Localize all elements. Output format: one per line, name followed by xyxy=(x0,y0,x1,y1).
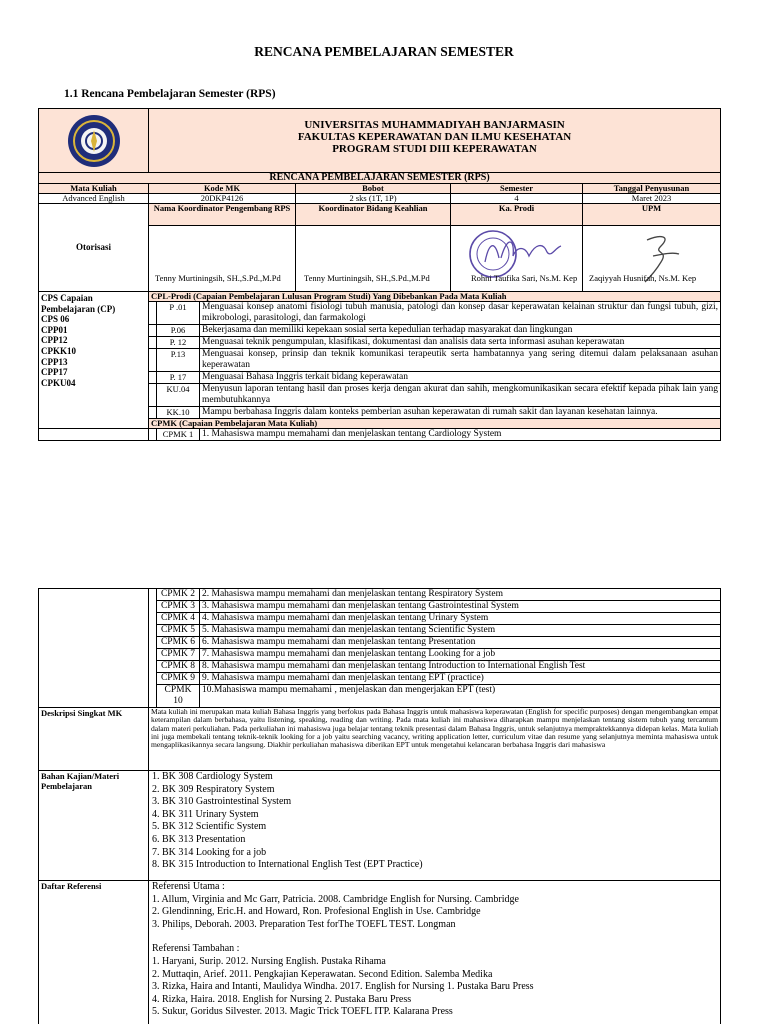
referensi-item: 5. Sukur, Goridus Silvester. 2013. Magic Trick TOEFL ITP. Kalarana Press xyxy=(152,1006,453,1018)
referensi-item: 1. Allum, Virginia and Mc Garr, Patricia. 2008. Cambridge English for Nursing. Cambridge xyxy=(152,893,519,905)
oto-col-koordinator: Nama Koordinator Pengembang RPS xyxy=(149,204,296,226)
spacer-cell xyxy=(149,589,157,708)
referensi-label: Daftar Referensi xyxy=(39,881,149,1024)
signature-cell-2 xyxy=(296,226,451,292)
section-heading: 1.1 Rencana Pembelajaran Semester (RPS) xyxy=(64,88,276,100)
cpl-code: KU.04 xyxy=(157,384,200,407)
cpmk-code: CPMK 4 xyxy=(157,613,200,625)
otorisasi-label: Otorisasi xyxy=(39,204,149,292)
cp-label: CPS Capaian Pembelajaran (CP) xyxy=(41,293,116,314)
cpl-heading: CPL-Prodi (Capaian Pembelajaran Lulusan Program Studi) Yang Dibebankan Pada Mata Kuliah xyxy=(149,292,721,302)
value-semester: 4 xyxy=(451,194,583,204)
university-header xyxy=(149,109,721,173)
cpmk-code: CPMK 8 xyxy=(157,661,200,673)
rps-title: RENCANA PEMBELAJARAN SEMESTER (RPS) xyxy=(39,173,721,184)
value-tanggal: Maret 2023 xyxy=(583,194,721,204)
label-tanggal: Tanggal Penyusunan xyxy=(583,184,721,194)
program-name: PROGRAM STUDI DIII KEPERAWATAN xyxy=(332,143,537,155)
cp-code-5: CPP13 xyxy=(41,356,68,367)
cpmk-text: 9. Mahasiswa mampu memahami dan menjelaskan tentang EPT (practice) xyxy=(200,673,721,685)
university-name: UNIVERSITAS MUHAMMADIYAH BANJARMASIN xyxy=(304,119,565,131)
cpl-text: Bekerjasama dan memiliki kepekaan sosial serta kepedulian terhadap masyarakat dan lingkungan xyxy=(200,325,721,337)
referensi-list xyxy=(149,881,721,1024)
bahan-item: 6. BK 313 Presentation xyxy=(152,833,246,845)
cpmk-text: 6. Mahasiswa mampu memahami dan menjelaskan tentang Presentation xyxy=(200,637,721,649)
cpmk-heading: CPMK (Capaian Pembelajaran Mata Kuliah) xyxy=(149,419,721,429)
cpmk-code: CPMK 10 xyxy=(157,685,200,708)
cp-label-continued xyxy=(39,589,149,708)
referensi-item: 4. Rizka, Haira. 2018. English for Nursing 2. Pustaka Baru Press xyxy=(152,993,412,1005)
bahan-item: 1. BK 308 Cardiology System xyxy=(152,771,273,782)
cpl-code: KK.10 xyxy=(157,407,200,419)
oto-col-upm: UPM xyxy=(583,204,721,226)
label-semester: Semester xyxy=(451,184,583,194)
bahan-item: 4. BK 311 Urinary System xyxy=(152,808,259,820)
cpl-code: P.13 xyxy=(157,349,200,372)
university-logo xyxy=(39,109,149,173)
rps-table-page2 xyxy=(38,588,721,1024)
cp-code-2: CPP01 xyxy=(41,324,68,335)
cpmk-text: 1. Mahasiswa mampu memahami dan menjelaskan tentang Cardiology System xyxy=(200,429,721,441)
bahan-item: 7. BK 314 Looking for a job xyxy=(152,846,267,858)
label-bobot: Bobot xyxy=(296,184,451,194)
bahan-label: Bahan Kajian/Materi Pembelajaran xyxy=(39,771,149,881)
cpl-code: P.06 xyxy=(157,325,200,337)
cpmk-text: 7. Mahasiswa mampu memahami dan menjelaskan tentang Looking for a job xyxy=(200,649,721,661)
signatory-name-1: Tenny Murtiningsih, SH.,S.Pd.,M.Pd xyxy=(155,273,281,283)
signature-cell-1 xyxy=(149,226,296,292)
bahan-item: 8. BK 315 Introduction to International English Test (EPT Practice) xyxy=(152,859,423,871)
referensi-item: 2. Muttaqin, Arief. 2011. Pengkajian Keperawatan. Second Edition. Salemba Medika xyxy=(152,968,493,980)
cpmk-code: CPMK 5 xyxy=(157,625,200,637)
cpmk-text: 8. Mahasiswa mampu memahami dan menjelaskan tentang Introduction to International English Test xyxy=(200,661,721,673)
signatory-name-4: Zaqiyyah Husnifah, Ns.M. Kep xyxy=(589,273,697,283)
cpl-text: Menyusun laporan tentang hasil dan proses kerja dengan akurat dan sahih, mengkomunikasikan secara efektif kepada pihak lain yang membutuhkannya xyxy=(200,384,721,407)
bahan-item: 2. BK 309 Respiratory System xyxy=(152,783,275,795)
cpmk-code: CPMK 6 xyxy=(157,637,200,649)
cpl-text: Menguasai konsep anatomi fisiologi tubuh manusia, patologi dan konsep dasar keperawatan kelainan struktur dan fungsi tubuh, gizi, mikrobologi, parasitologi, dan farmakologi xyxy=(200,302,721,325)
cpmk-code: CPMK 9 xyxy=(157,673,200,685)
cpl-text: Menguasai Bahasa Inggris terkait bidang keperawatan xyxy=(200,372,721,384)
cp-code-6: CPP17 xyxy=(41,367,68,378)
value-bobot: 2 sks (1T, 1P) xyxy=(296,194,451,204)
rps-table-page1 xyxy=(38,108,721,441)
oto-col-bidang: Koordinator Bidang Keahlian xyxy=(296,204,451,226)
label-mata-kuliah: Mata Kuliah xyxy=(39,184,149,194)
signatory-name-3: Rohni Taufika Sari, Ns.M. Kep xyxy=(471,273,578,283)
cpl-text: Menguasai teknik pengumpulan, klasifikasi, dokumentasi dan analisis data serta informasi asuhan keperawatan xyxy=(200,337,721,349)
cpmk-text: 4. Mahasiswa mampu memahami dan menjelaskan tentang Urinary System xyxy=(200,613,721,625)
cpmk-text: 3. Mahasiswa mampu memahami dan menjelaskan tentang Gastrointestinal System xyxy=(200,601,721,613)
signatory-name-2: Tenny Murtiningsih, SH.,S.Pd.,M.Pd xyxy=(304,273,430,283)
value-mata-kuliah: Advanced English xyxy=(39,194,149,204)
cpmk-text: 10.Mahasiswa mampu memahami , menjelaskan dan mengerjakan EPT (test) xyxy=(200,685,721,708)
cpmk-text: 2. Mahasiswa mampu memahami dan menjelaskan tentang Respiratory System xyxy=(200,589,721,601)
document-title: RENCANA PEMBELAJARAN SEMESTER xyxy=(254,44,514,59)
referensi-tambahan-heading: Referensi Tambahan : xyxy=(152,943,240,955)
bahan-item: 5. BK 312 Scientific System xyxy=(152,821,267,833)
cp-code-1: CPS 06 xyxy=(41,314,70,325)
value-kode-mk: 20DKP4126 xyxy=(149,194,296,204)
cpmk-code: CPMK 2 xyxy=(157,589,200,601)
cp-code-4: CPKK10 xyxy=(41,345,76,356)
deskripsi-label: Deskripsi Singkat MK xyxy=(39,708,149,771)
oto-col-kaprodi: Ka. Prodi xyxy=(451,204,583,226)
cpl-code: P. 17 xyxy=(157,372,200,384)
cpmk-code: CPMK 1 xyxy=(157,429,200,441)
faculty-name: FAKULTAS KEPERAWATAN DAN ILMU KESEHATAN xyxy=(297,131,572,143)
cpmk-code: CPMK 7 xyxy=(157,649,200,661)
cpl-code: P .01 xyxy=(157,302,200,325)
cpmk-text: 5. Mahasiswa mampu memahami dan menjelaskan tentang Scientific System xyxy=(200,625,721,637)
cpmk-code: CPMK 3 xyxy=(157,601,200,613)
bahan-item: 3. BK 310 Gastrointestinal System xyxy=(152,796,292,808)
deskripsi-text: Mata kuliah ini merupakan mata kuliah Bahasa Inggris yang berfokus pada Bahasa Inggris untuk mahasiswa keperawatan (English for specific purposes) dengan mengembangkan empat keterampilan dalam berbahasa, yaitu listening, speaking, reading dan writing. Pada mata kuliah ini mahasiswa diharapkan mampu menjelaskan tentang sistem tubuh yang tercantum dalam materi perkuliahan. Pada perkuliahan ini mahasiswa juga belajar tentang teknik presentasi dalam Bahasa Inggris, untuk selanjutnya mempraktekkannya didepan kelas. Mata kuliah ini juga membekali tentang teknik-teknik looking for a job yaitu searching vacancy, writing application letter, curriculum vitae dan resume yang selanjutnya meminta mahasiswa untuk mengaplikasikannya secara langsung. Diakhir perkuliahan mahasiswa diberikan EPT untuk mengetahui kelancaran berbahasa Inggris dari mahasiswa xyxy=(149,708,721,771)
referensi-utama-heading: Referensi Utama : xyxy=(152,881,225,892)
cp-label-cell xyxy=(39,292,149,429)
referensi-item: 1. Haryani, Surip. 2012. Nursing English. Pustaka Rihama xyxy=(152,955,386,967)
cp-code-7: CPKU04 xyxy=(41,377,76,388)
signature-cell-4 xyxy=(583,226,721,292)
referensi-item: 3. Rizka, Haira and Intanti, Maulidya Windha. 2017. English for Nursing 1. Pustaka Baru Press xyxy=(152,981,534,993)
signature-cell-3 xyxy=(451,226,583,292)
cpl-code: P. 12 xyxy=(157,337,200,349)
cpl-text: Menguasai konsep, prinsip dan teknik komunikasi terapeutik serta hambatannya yang sering ditemui dalam pelaksanaan asuhan keperawatan xyxy=(200,349,721,372)
bahan-list xyxy=(149,771,721,881)
referensi-item: 3. Philips, Deborah. 2003. Preparation Test forThe TOEFL TEST. Longman xyxy=(152,918,456,930)
referensi-item: 2. Glendinning, Eric.H. and Howard, Ron. Profesional English in Use. Cambridge xyxy=(152,906,481,918)
cpl-text: Mampu berbahasa Inggris dalam konteks pemberian asuhan keperawatan di rumah sakit dan layanan kesehatan lainnya. xyxy=(200,407,721,419)
cp-code-3: CPP12 xyxy=(41,335,68,346)
label-kode-mk: Kode MK xyxy=(149,184,296,194)
